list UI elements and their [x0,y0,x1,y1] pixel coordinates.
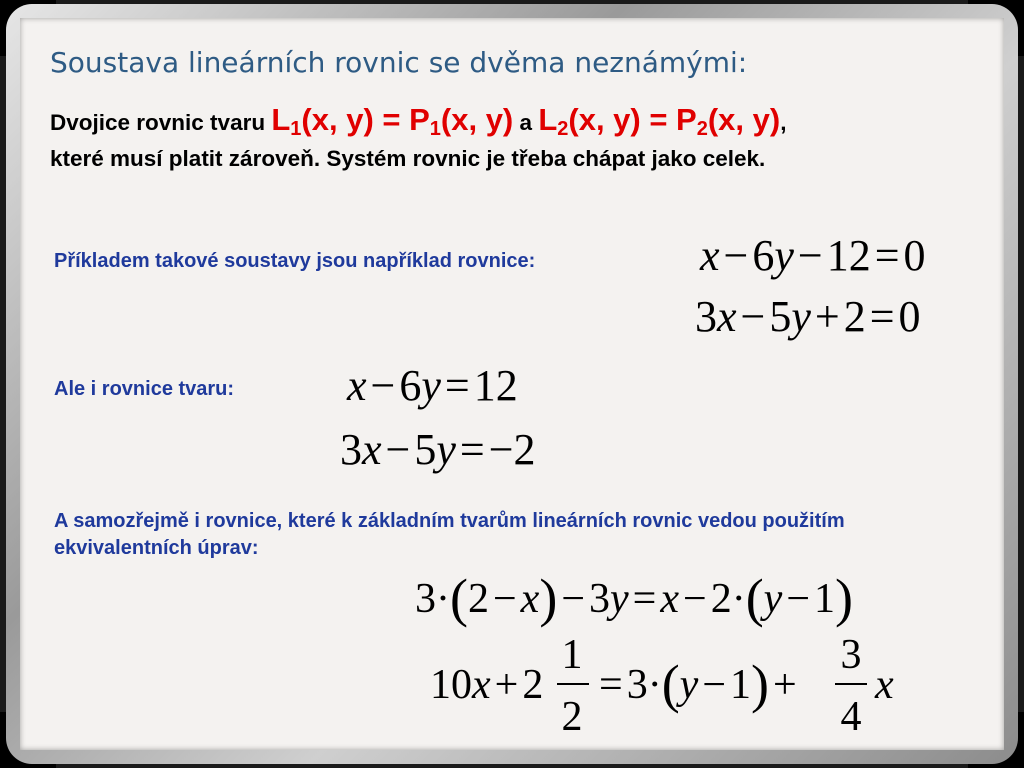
equation-line: x−6y=12 [347,361,518,410]
equation-line: x−6y−12=0 [700,231,926,280]
equation-line: 3·(2−x)−3y=x−2·(y−1) [415,568,853,628]
fraction-denominator: 4 [840,694,862,740]
equation-2: $L_2(x$, $y) = P_2(x$, y) [538,102,781,140]
fraction-numerator: 3 [840,632,862,678]
example-system-1 [690,224,980,344]
equation-line: 3x−5y+2=0 [695,292,921,341]
equation-line: 3x−5y=−2 [340,425,536,474]
fraction-denominator: 2 [561,694,583,740]
example-system-2 [335,358,585,478]
fraction-numerator: 1 [561,632,583,678]
intro-line2: které musí platit zároveň. Systém rovnic je třeba chápat jako celek. [50,145,766,171]
example-label-3: A samozřejmě i rovnice, které k základním tvarům lineárních rovnic vedou použitím ekvivalentních úprav: [54,510,845,559]
conjunction: a [519,110,533,135]
equation-1: $L_1(x$, $y) = P_1(x$, y) [271,102,514,140]
equation-line: =3·(y−1)+ [599,654,797,714]
intro-text: Dvojice rovnic tvaru $L_1(x$, $y) = P_1(x$, y) a $L_2(x$, $y) = P_2(x$, y), které musí platit zároveň. Systém rovnic je třeba chápat jako celek. [50,102,787,171]
example-label-1: Příkladem takové soustavy jsou například rovnice: [54,250,536,272]
equation-line: x [875,662,894,708]
example-label-2: Ale i rovnice tvaru: [54,378,235,400]
intro-part1: Dvojice rovnic tvaru [50,110,266,135]
slide-title: Soustava lineárních rovnic se dvěma neznámými: [50,46,748,79]
example-system-3 [405,564,965,744]
equation-line: 10x+2 [430,662,544,708]
